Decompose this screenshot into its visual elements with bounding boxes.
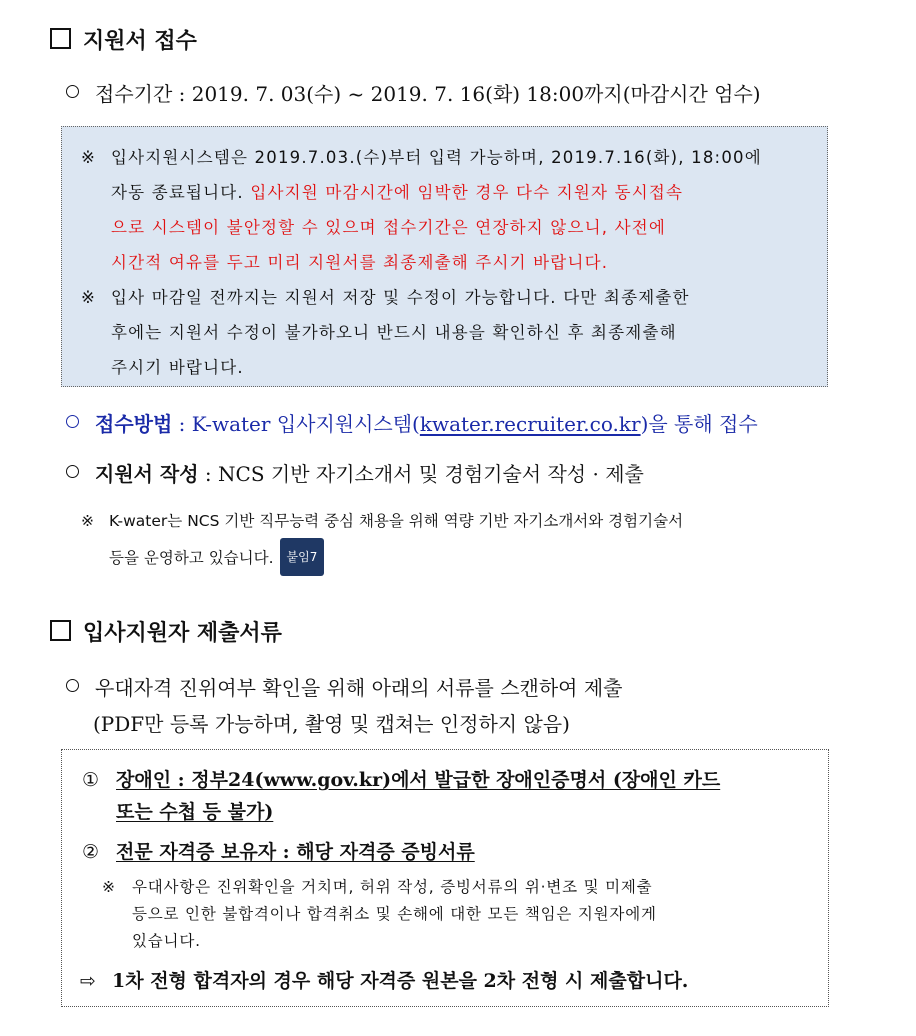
- documents-caution: ※ 우대사항은 진위확인을 거치며, 허위 작성, 증빙서류의 위·변조 및 미제출 등으로 인한 불합격이나 합격취소 및 손해에 대한 모든 책임은 지원자에게 있습니다.: [102, 874, 657, 955]
- document-item-2: ② 전문 자격증 보유자 : 해당 자격증 증빙서류: [82, 841, 475, 863]
- write-line: 지원서 작성 : NCS 기반 자기소개서 및 경험기술서 작성 · 제출: [66, 458, 644, 487]
- reference-mark-icon: ※: [81, 148, 97, 167]
- reference-mark-icon: ※: [102, 878, 116, 896]
- reference-mark-icon: ※: [81, 512, 94, 530]
- method-line: 접수방법 : K-water 입사지원시스템(kwater.recruiter.co.kr)을 통해 접수: [66, 408, 758, 437]
- attachment-badge[interactable]: 붙임7: [280, 538, 325, 576]
- checkbox-square-icon: [50, 28, 71, 49]
- section-title-documents: 입사지원자 제출서류: [50, 616, 282, 647]
- circle-bullet-icon: [66, 465, 79, 478]
- reference-mark-icon: ※: [81, 288, 97, 307]
- right-arrow-icon: ⇨: [80, 970, 96, 992]
- section-title-application: 지원서 접수: [50, 24, 197, 55]
- circle-bullet-icon: [66, 415, 79, 428]
- circle-bullet-icon: [66, 85, 79, 98]
- recruiter-site-link[interactable]: kwater.recruiter.co.kr: [419, 412, 641, 436]
- write-note: ※ K-water는 NCS 기반 직무능력 중심 채용을 위해 역량 기반 자기소개서와 경험기술서 등을 운영하고 있습니다. 붙임7: [81, 504, 683, 576]
- documents-intro: 우대자격 진위여부 확인을 위해 아래의 서류를 스캔하여 제출 (PDF만 등록 가능하며, 촬영 및 캡쳐는 인정하지 않음): [66, 670, 623, 742]
- notice-1: ※ 입사지원시스템은 2019.7.03.(수)부터 입력 가능하며, 2019.7.16(화), 18:00에 자동 종료됩니다. 입사지원 마감시간에 임박한 경우 다수 지원자 동시접속 으로 시스템이 불안정할 수 있으며 접수기간은 연장하지 않으니, 사전에 시간적 여유를 두고 미리 지원서를 최종제출해 주시기 바랍니다.: [81, 140, 762, 280]
- period-line: 접수기간 : 2019. 7. 03(수) ~ 2019. 7. 16(화) 18:00까지(마감시간 엄수): [66, 78, 761, 107]
- circle-bullet-icon: [66, 679, 79, 692]
- notice-2: ※ 입사 마감일 전까지는 지원서 저장 및 수정이 가능합니다. 다만 최종제출한 후에는 지원서 수정이 불가하오니 반드시 내용을 확인하신 후 최종제출해 주시기 바랍니다.: [81, 280, 690, 385]
- final-note: ⇨ 1차 전형 합격자의 경우 해당 자격증 원본을 2차 전형 시 제출합니다.: [80, 970, 689, 992]
- document-item-1: ① 장애인 : 정부24(www.gov.kr)에서 발급한 장애인증명서 (장애인 카드 또는 수첩 등 불가): [82, 769, 721, 823]
- checkbox-square-icon: [50, 620, 71, 641]
